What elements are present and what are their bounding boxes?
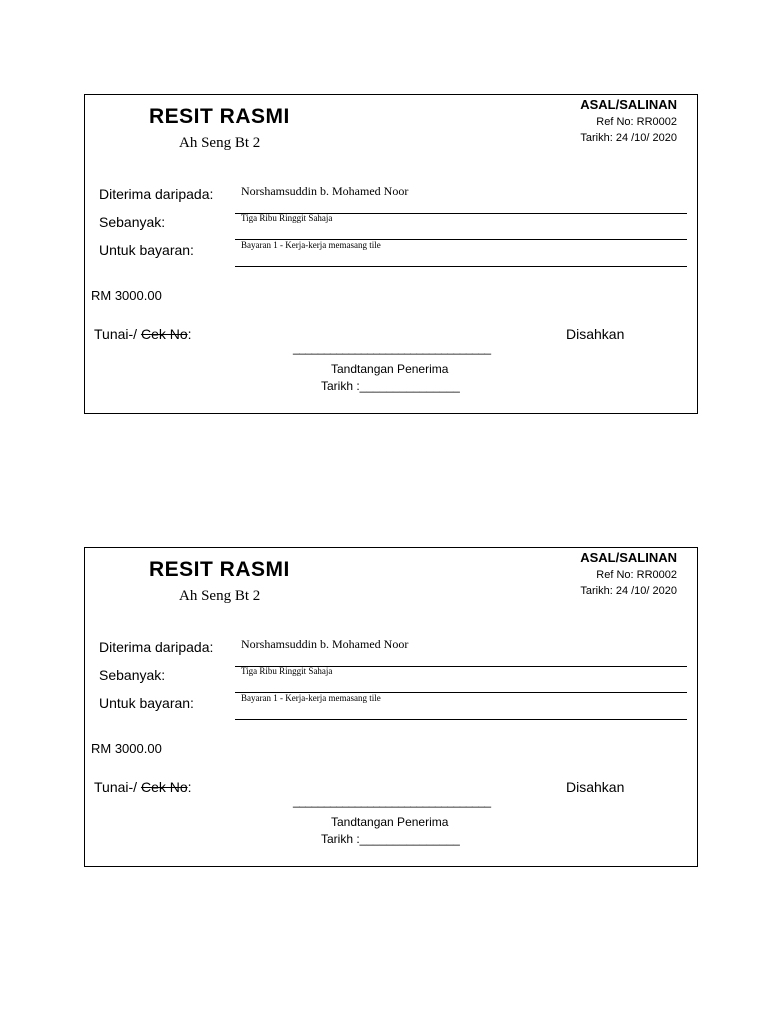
signature-line: ________________________________ xyxy=(293,794,491,808)
payment-method-colon: : xyxy=(187,779,192,795)
amount-words-label: Sebanyak: xyxy=(99,214,166,230)
approved-label: Disahkan xyxy=(566,326,625,342)
reference-number: Ref No: RR0002 xyxy=(596,569,677,581)
received-from-label: Diterima daripada: xyxy=(99,186,214,202)
received-from-value: Norshamsuddin b. Mohamed Noor xyxy=(241,184,409,198)
payment-method xyxy=(94,779,192,795)
amount-total: RM 3000.00 xyxy=(91,741,162,756)
receipt-title: RESIT RASMI xyxy=(149,105,290,128)
company-name: Ah Seng Bt 2 xyxy=(179,135,261,151)
payment-for-label: Untuk bayaran: xyxy=(99,695,194,711)
receipt xyxy=(84,547,698,867)
company-name: Ah Seng Bt 2 xyxy=(179,588,261,604)
payment-method-cash: Tunai-/ xyxy=(94,326,141,342)
receipt-date: Tarikh: 24 /10/ 2020 xyxy=(580,132,677,144)
receipt-date: Tarikh: 24 /10/ 2020 xyxy=(580,585,677,597)
approved-label: Disahkan xyxy=(566,779,625,795)
received-from-value: Norshamsuddin b. Mohamed Noor xyxy=(241,637,409,651)
copy-label: ASAL/SALINAN xyxy=(580,550,677,565)
amount-total: RM 3000.00 xyxy=(91,288,162,303)
payment-method-colon: : xyxy=(187,326,192,342)
received-from-label: Diterima daripada: xyxy=(99,639,214,655)
payment-for-line xyxy=(235,719,687,720)
signature-date: Tarikh :_______________ xyxy=(321,832,460,846)
signature-label: Tandtangan Penerima xyxy=(331,815,449,829)
payment-for-value: Bayaran 1 - Kerja-kerja memasang tile xyxy=(241,240,381,250)
payment-for-label: Untuk bayaran: xyxy=(99,242,194,258)
amount-words-value: Tiga Ribu Ringgit Sahaja xyxy=(241,666,333,676)
payment-method xyxy=(94,326,192,342)
amount-words-value: Tiga Ribu Ringgit Sahaja xyxy=(241,213,333,223)
amount-words-label: Sebanyak: xyxy=(99,667,166,683)
receipt-title: RESIT RASMI xyxy=(149,558,290,581)
receipt xyxy=(84,94,698,414)
payment-method-cheque: Cek No xyxy=(140,779,188,795)
payment-for-value: Bayaran 1 - Kerja-kerja memasang tile xyxy=(241,693,381,703)
signature-date: Tarikh :_______________ xyxy=(321,379,460,393)
payment-method-cash: Tunai-/ xyxy=(94,779,141,795)
payment-method-cheque: Cek No xyxy=(140,326,188,342)
reference-number: Ref No: RR0002 xyxy=(596,116,677,128)
signature-label: Tandtangan Penerima xyxy=(331,362,449,376)
signature-line: ________________________________ xyxy=(293,341,491,355)
copy-label: ASAL/SALINAN xyxy=(580,97,677,112)
payment-for-line xyxy=(235,266,687,267)
